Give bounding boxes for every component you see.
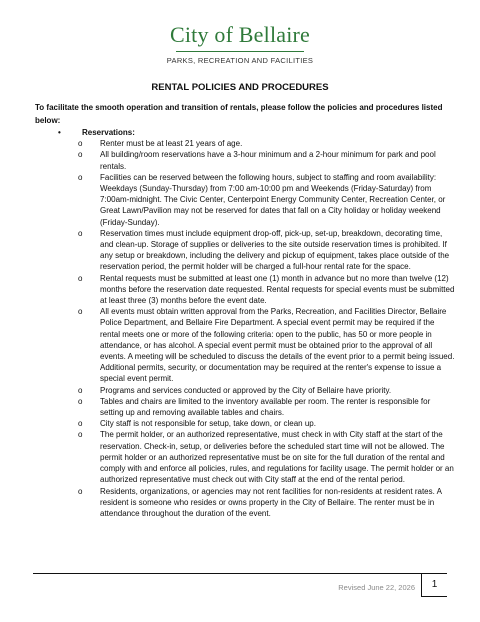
list-item-text: Residents, organizations, or agencies may not rent facilities for non-residents at resident rates. A resident is someone who resides or owns property in the City of Bellaire. The renter must be in attendance throughout the duration of the event. (100, 486, 442, 518)
list-item-text: Facilities can be reserved between the following hours, subject to staffing and room availability: Weekdays (Sunday-Thursday) from 7:00 am-10:00 pm and Weekends (Friday-Saturday) from 7:00am-midnight. The Civic Center, Centerpoint Energy Community Center, Recreation Center, or Great Lawn/Pavilion may not be reserved for dates that fall on a City holiday or holiday weekend (Friday-Sunday). (100, 172, 446, 227)
list-item (56, 385, 456, 396)
list-item-text: Renter must be at least 21 years of age. (100, 139, 243, 149)
intro-paragraph: To facilitate the smooth operation and transition of rentals, please follow the policies and procedures listed below: (35, 103, 443, 125)
list-item (56, 273, 456, 307)
list-item-text: Reservation times must include equipment drop-off, pick-up, set-up, breakdown, decorating time, and clean-up. Storage of supplies or deliveries to the site outside reservation times is prohibited. If any setup or breakdown, including the delivery and pickup of equipment, takes place outside of the reservation period, the permit holder will be charged a full-hour rental rate for the space. (100, 228, 450, 272)
sub-bullet-icon: o (78, 396, 83, 406)
reservations-section (56, 127, 456, 519)
list-item-text: All building/room reservations have a 3-hour minimum and a 2-hour minimum for park and pool rentals. (100, 150, 436, 171)
sub-bullet-icon: o (78, 150, 83, 160)
list-item (56, 138, 456, 149)
list-item-text: Programs and services conducted or approved by the City of Bellaire have priority. (100, 385, 392, 395)
policy-list (56, 138, 456, 519)
list-item-text: Rental requests must be submitted at least one (1) month in advance but no more than twelve (12) months before the reservation date requested. Rental requests for special events must be submitted at least three (3) months before the event date. (100, 273, 455, 306)
sub-bullet-icon: o (78, 307, 83, 317)
sub-bullet-icon: o (78, 228, 83, 238)
footer-divider (33, 573, 447, 574)
sub-bullet-icon: o (78, 385, 83, 395)
list-item (56, 486, 456, 520)
section-heading-label: Reservations: (82, 128, 135, 137)
page-number: 1 (421, 574, 447, 597)
sub-bullet-icon: o (78, 139, 83, 149)
sub-bullet-icon: o (78, 273, 83, 283)
list-item-text: Tables and chairs are limited to the inventory available per room. The renter is responsible for setting up and removing available tables and chairs. (100, 396, 431, 418)
revised-date: Revised June 22, 2026 (338, 583, 415, 592)
list-item-text: The permit holder, or an authorized representative, must check in with City staff at the start of the reservation. Check-in, setup, or deliveries before the scheduled start time will not be allowed. The permit holder or an authorized representative must be on site for the full duration of the rental and comply with and enforce all policies, rules, and regulations for facility usage. The permit holder or an authorized representative must check out with City staff at the end of the rental period. (100, 430, 454, 485)
list-item (56, 396, 456, 418)
sub-bullet-icon: o (78, 172, 83, 182)
department-name: PARKS, RECREATION AND FACILITIES (166, 56, 314, 65)
sub-bullet-icon: o (78, 419, 83, 429)
list-item (56, 418, 456, 429)
document-title: RENTAL POLICIES AND PROCEDURES (151, 82, 329, 93)
list-item-text: City staff is not responsible for setup, take down, or clean up. (100, 419, 316, 429)
section-heading (56, 127, 456, 138)
list-item (56, 306, 456, 384)
list-item (56, 149, 456, 171)
sub-bullet-icon: o (78, 430, 83, 440)
bullet-icon: • (58, 128, 61, 137)
org-logo-title: City of Bellaire (169, 22, 311, 47)
list-item-text: All events must obtain written approval from the Parks, Recreation, and Facilities Director, Bellaire Police Department, and Bellaire Fire Department. A special event permit may be required if the rental meets one or more of the following criteria: open to the public, has 50 or more people in attendance, or has alcohol. A special event permit must be obtained prior to the approval of all events. A meeting will be scheduled to discuss the details of the event prior to a permit being issued. Additional permits, security, or documentation may be required at the renter's expense to issue a special event permit. (100, 307, 455, 384)
list-item (56, 172, 456, 228)
sub-bullet-icon: o (78, 486, 83, 496)
list-item (56, 429, 456, 485)
logo-divider (176, 51, 304, 52)
list-item (56, 228, 456, 273)
